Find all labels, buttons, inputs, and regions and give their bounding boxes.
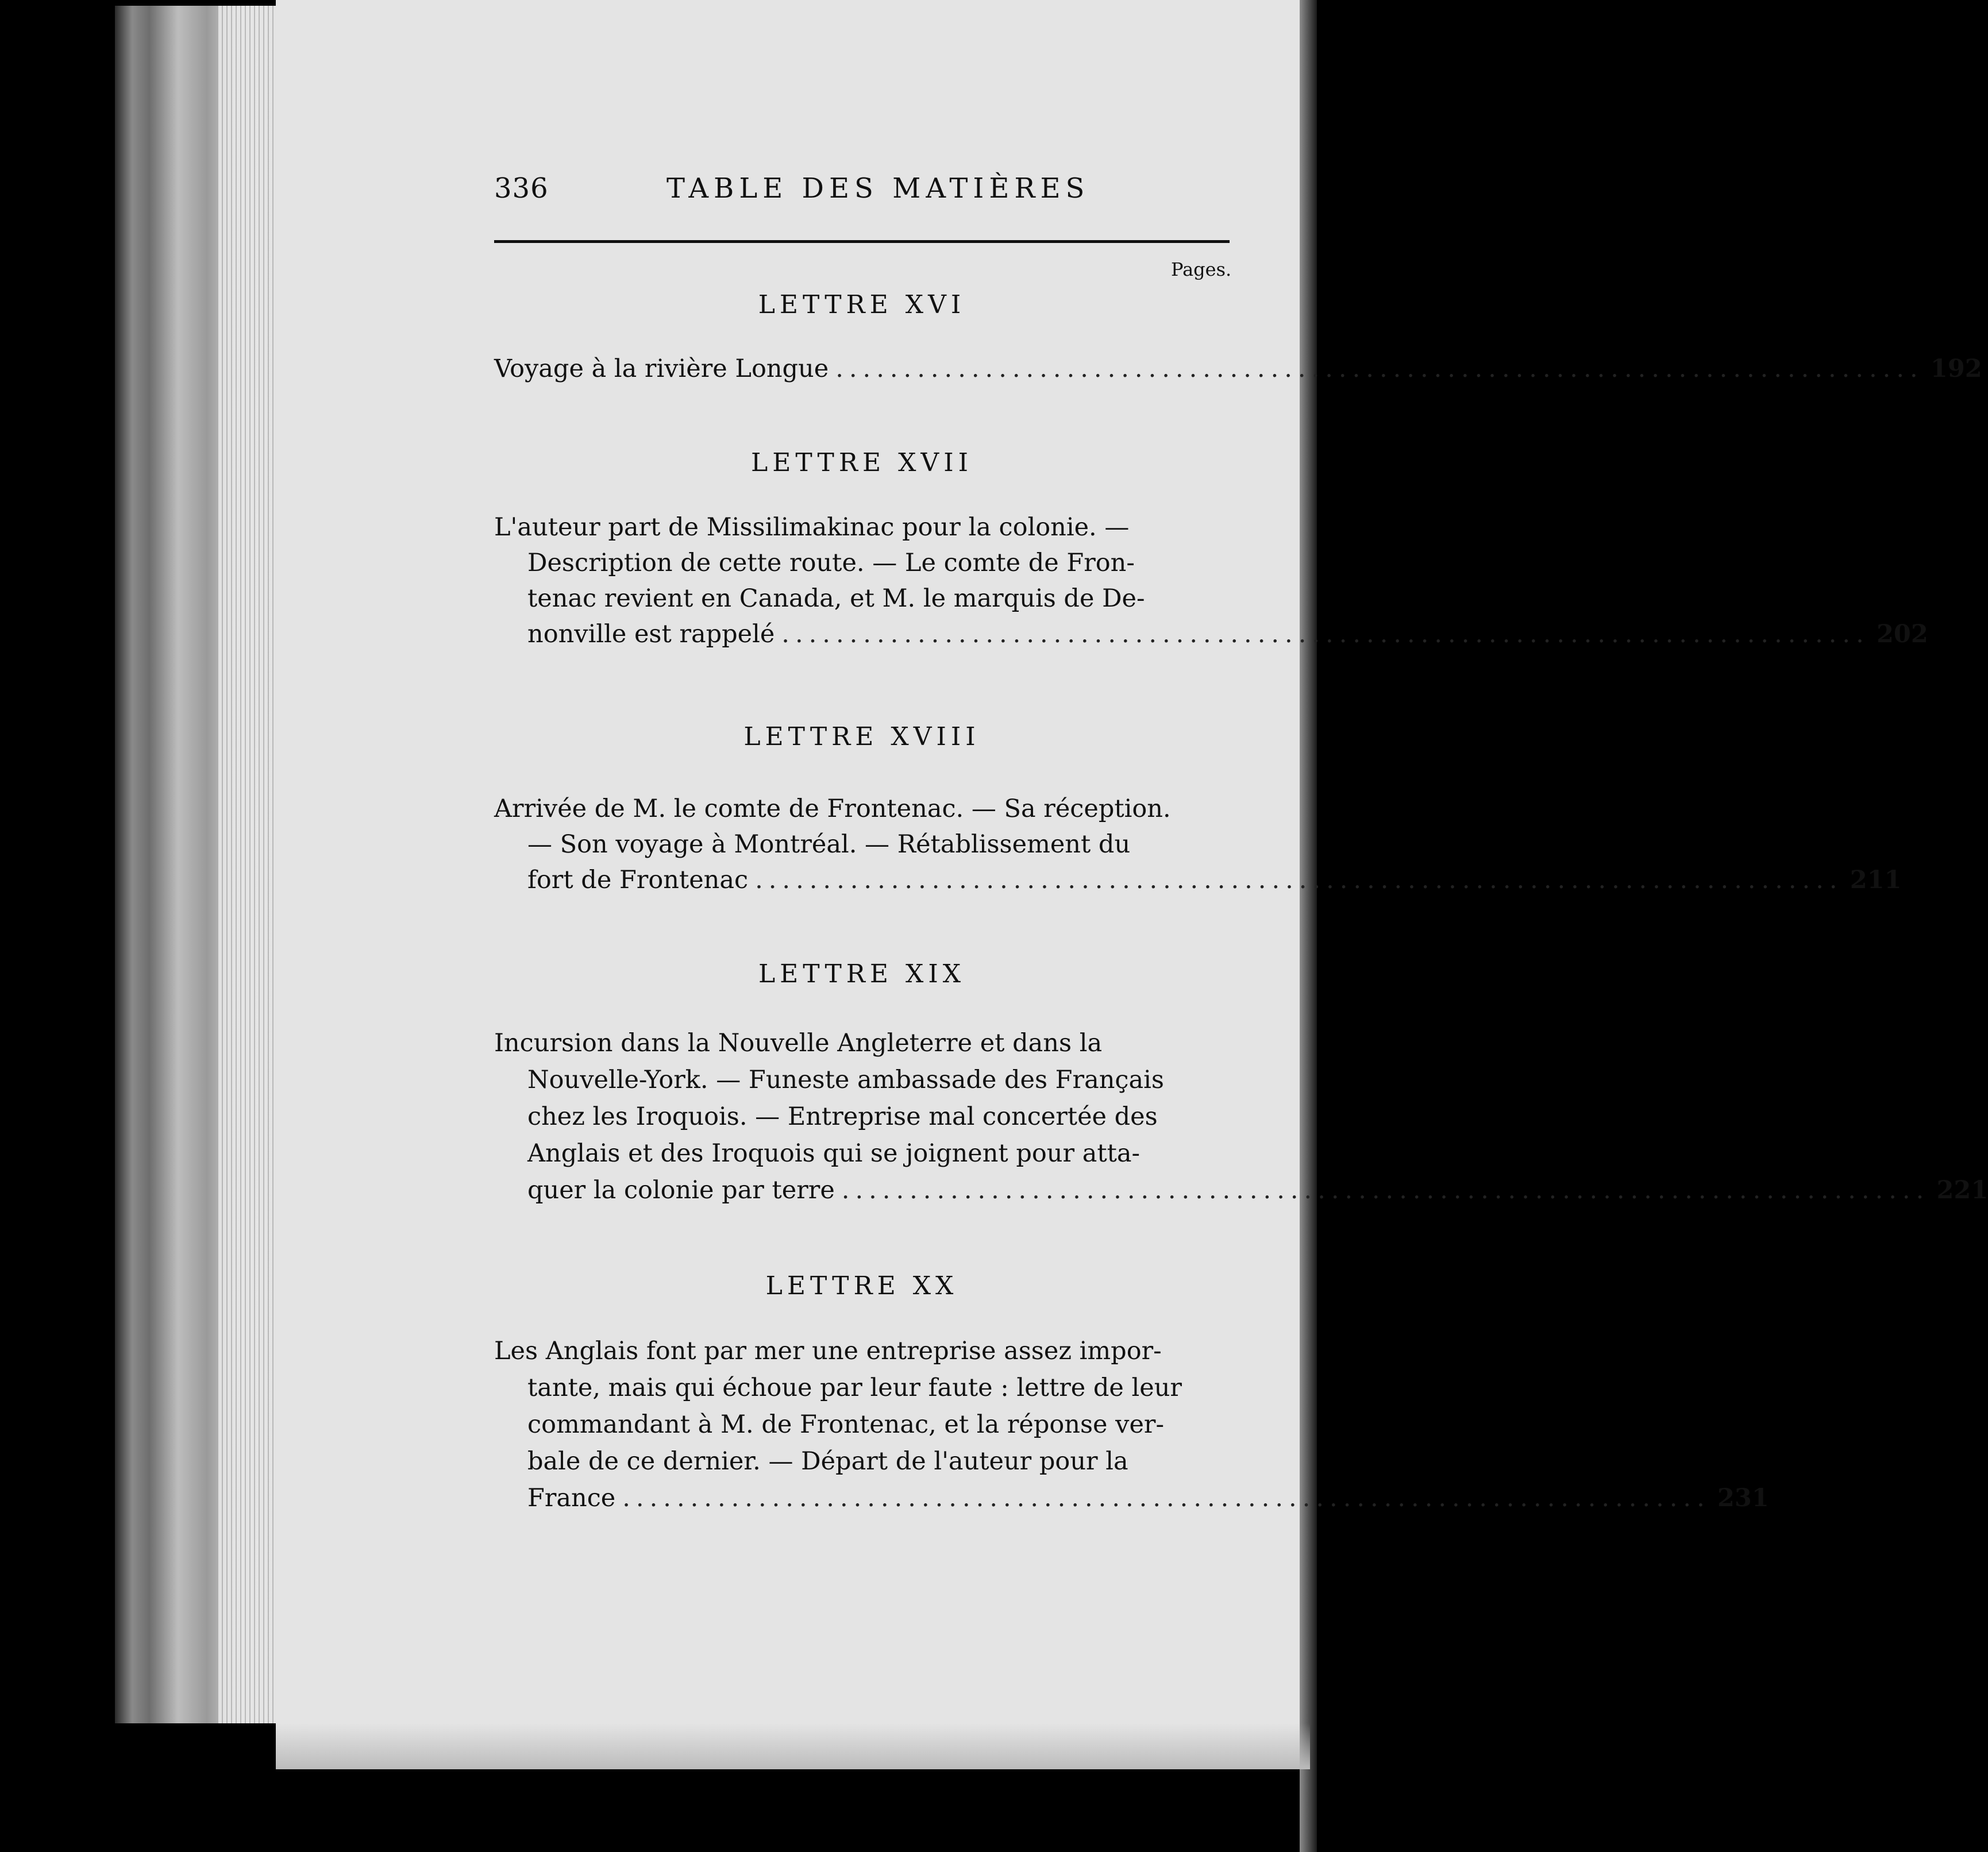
page-reference: 192 — [1930, 354, 1982, 383]
entry-line: Arrivée de M. le comte de Frontenac. — Sa réception. — [494, 794, 1171, 823]
entry-line: bale de ce dernier. — Départ de l'auteur pour la — [527, 1447, 1128, 1476]
page-bottom-shadow — [276, 1723, 1310, 1769]
section-heading: LETTRE XVIII — [743, 722, 980, 751]
entry-text: nonville est rappelé — [527, 620, 775, 649]
entry-text: France — [527, 1484, 616, 1513]
page-reference: 202 — [1877, 620, 1928, 649]
entry-line: L'auteur part de Missilimakinac pour la colonie. — — [494, 513, 1130, 542]
entry-line — [527, 1173, 1988, 1207]
entry-line: Anglais et des Iroquois qui se joignent pour atta- — [527, 1139, 1141, 1168]
entry-line — [527, 863, 1902, 897]
entry-line: Nouvelle-York. — Funeste ambassade des Français — [527, 1066, 1164, 1094]
dot-leader: ................................................................................ — [622, 1484, 1710, 1513]
section-heading: LETTRE XVII — [751, 448, 973, 477]
page-header — [494, 172, 1241, 218]
dot-leader: ................................................................................ — [835, 354, 1924, 383]
entry-line: chez les Iroquois. — Entreprise mal concertée des — [527, 1102, 1158, 1131]
entry-line: tenac revient en Canada, et M. le marquis de De- — [527, 584, 1145, 613]
section-heading: LETTRE XX — [765, 1271, 958, 1301]
entry-line — [527, 617, 1928, 651]
gutter-shadow — [1300, 0, 1317, 1852]
entry-line: — Son voyage à Montréal. — Rétablissement du — [527, 830, 1131, 859]
page-edges-decoration — [218, 6, 282, 1723]
header-rule — [494, 240, 1230, 243]
page-reference: 221 — [1936, 1176, 1988, 1205]
page-reference: 231 — [1717, 1484, 1769, 1513]
entry-line — [527, 1481, 1769, 1515]
running-title: TABLE DES MATIÈRES — [666, 172, 1090, 205]
page-number: 336 — [494, 172, 549, 205]
entry-text: Voyage à la rivière Longue — [494, 354, 829, 383]
entry-line: Incursion dans la Nouvelle Angleterre et dans la — [494, 1029, 1103, 1058]
entry-line: tante, mais qui échoue par leur faute : lettre de leur — [527, 1373, 1182, 1402]
dot-leader: ................................................................................ — [755, 866, 1843, 894]
entry-line — [494, 352, 1982, 386]
entry-text: fort de Frontenac — [527, 866, 749, 894]
entry-text: quer la colonie par terre — [527, 1176, 835, 1205]
section-heading: LETTRE XVI — [758, 290, 966, 319]
page-reference: 211 — [1850, 866, 1902, 894]
dot-leader: ................................................................................ — [841, 1176, 1930, 1205]
entry-line: Description de cette route. — Le comte de Fron- — [527, 549, 1135, 577]
pages-column-label: Pages. — [1171, 258, 1232, 280]
entry-line: Les Anglais font par mer une entreprise assez impor- — [494, 1337, 1162, 1365]
entry-line: commandant à M. de Frontenac, et la réponse ver- — [527, 1410, 1164, 1439]
section-heading: LETTRE XIX — [758, 959, 966, 989]
dot-leader: ................................................................................ — [781, 620, 1870, 649]
